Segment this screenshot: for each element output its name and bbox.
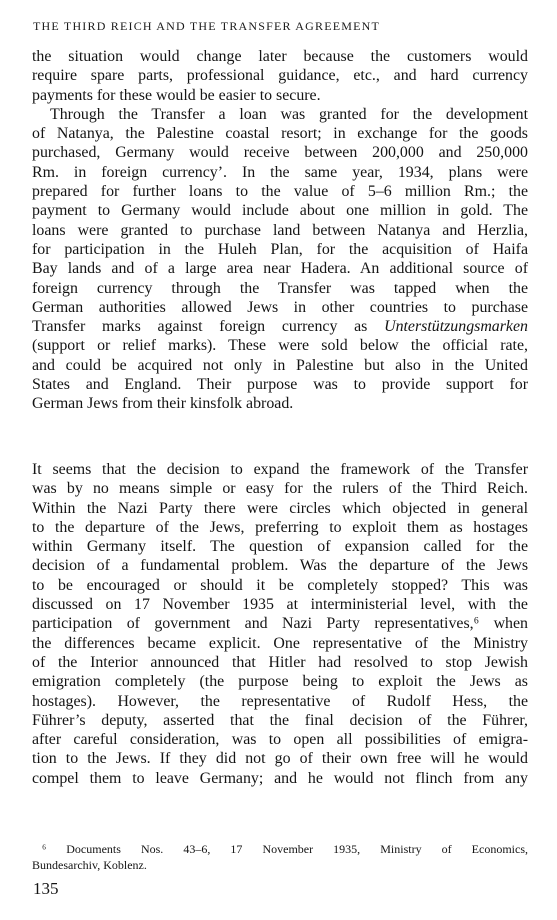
text-line: German authorities allowed Jews in other countries to purchase	[32, 298, 528, 316]
body-text-lower	[32, 460, 528, 788]
text-line: (support or relief marks). These were sold below the official rate,	[32, 337, 528, 355]
text-line: Through the Transfer a loan was granted for the development	[50, 105, 528, 123]
footnote-line: Bundesarchiv, Koblenz.	[32, 858, 147, 872]
text-line: tion to the Jews. If they did not go of their own free will he would	[32, 750, 528, 768]
text-line: of Natanya, the Palestine coastal resort; in exchange for the goods	[32, 125, 528, 143]
text-line: discussed on 17 November 1935 at interministerial level, with the	[32, 596, 528, 614]
text-line: the situation would change later because the customers would	[32, 48, 528, 65]
text-line: Transfer marks against foreign currency as Unterstützungsmarken	[32, 318, 528, 336]
page-number: 135	[33, 879, 59, 898]
text-line: was by no means simple or easy for the rulers of the Third Reich.	[32, 480, 528, 498]
running-head: THE THIRD REICH AND THE TRANSFER AGREEMENT	[33, 19, 381, 33]
text-line: after careful consideration, was to open all possibilities of emigra-	[32, 731, 528, 749]
text-line: It seems that the decision to expand the framework of the Transfer	[32, 461, 528, 478]
text-line: Bay lands and of a large area near Hadera. An additional source of	[32, 260, 528, 278]
text-line: to be encouraged or should it be completely stopped? This was	[32, 576, 528, 594]
text-line: emigration completely (the purpose being to exploit the Jews as	[32, 673, 528, 691]
text-line: foreign currency through the Transfer was tapped when the	[32, 279, 528, 297]
text-line: payments for these would be easier to secure.	[32, 86, 321, 104]
text-line: Führer’s deputy, asserted that the final decision of the Führer,	[32, 711, 528, 729]
text-line: hostages). However, the representative of Rudolf Hess, the	[32, 692, 528, 710]
text-line: to the departure of the Jews, preferring to exploit them as hostages	[32, 518, 528, 536]
text-line: for participation in the Huleh Plan, for the acquisition of Haifa	[32, 240, 528, 258]
text-line: purchased, Germany would receive between 200,000 and 250,000	[32, 144, 528, 162]
text-line: prepared for further loans to the value of 5–6 million Rm.; the	[32, 183, 528, 201]
text-line: within Germany itself. The question of expansion called for the	[32, 538, 528, 556]
text-line: and could be acquired not only in Palestine but also in the United	[32, 356, 528, 374]
footnote	[32, 841, 528, 873]
text-line: payment to Germany would include about one million in gold. The	[32, 202, 528, 220]
text-line: participation of government and Nazi Party representatives,⁶ when	[32, 615, 528, 633]
text-line: Rm. in foreign currency’. In the same year, 1934, plans were	[32, 163, 528, 181]
text-line: loans were granted to purchase land between Natanya and Herzlia,	[32, 221, 528, 239]
body-text-upper	[32, 47, 528, 414]
text-line: German Jews from their kinsfolk abroad.	[32, 395, 294, 413]
italic-term: Unterstützungsmarken	[384, 318, 528, 336]
text-line: decision of a fundamental problem. Was the departure of the Jews	[32, 557, 528, 575]
text-line: require spare parts, professional guidance, etc., and hard currency	[32, 67, 528, 85]
text-line: the differences became explicit. One representative of the Ministry	[32, 634, 528, 652]
footnote-line: ⁶ Documents Nos. 43–6, 17 November 1935, Ministry of Economics,	[42, 842, 528, 856]
text-line: compel them to leave Germany; and he would not flinch from any	[32, 769, 528, 787]
text-line: Within the Nazi Party there were circles which objected in general	[32, 499, 528, 517]
text-line: States and England. Their purpose was to provide support for	[32, 376, 528, 394]
text-line: of the Interior announced that Hitler had resolved to stop Jewish	[32, 653, 528, 671]
